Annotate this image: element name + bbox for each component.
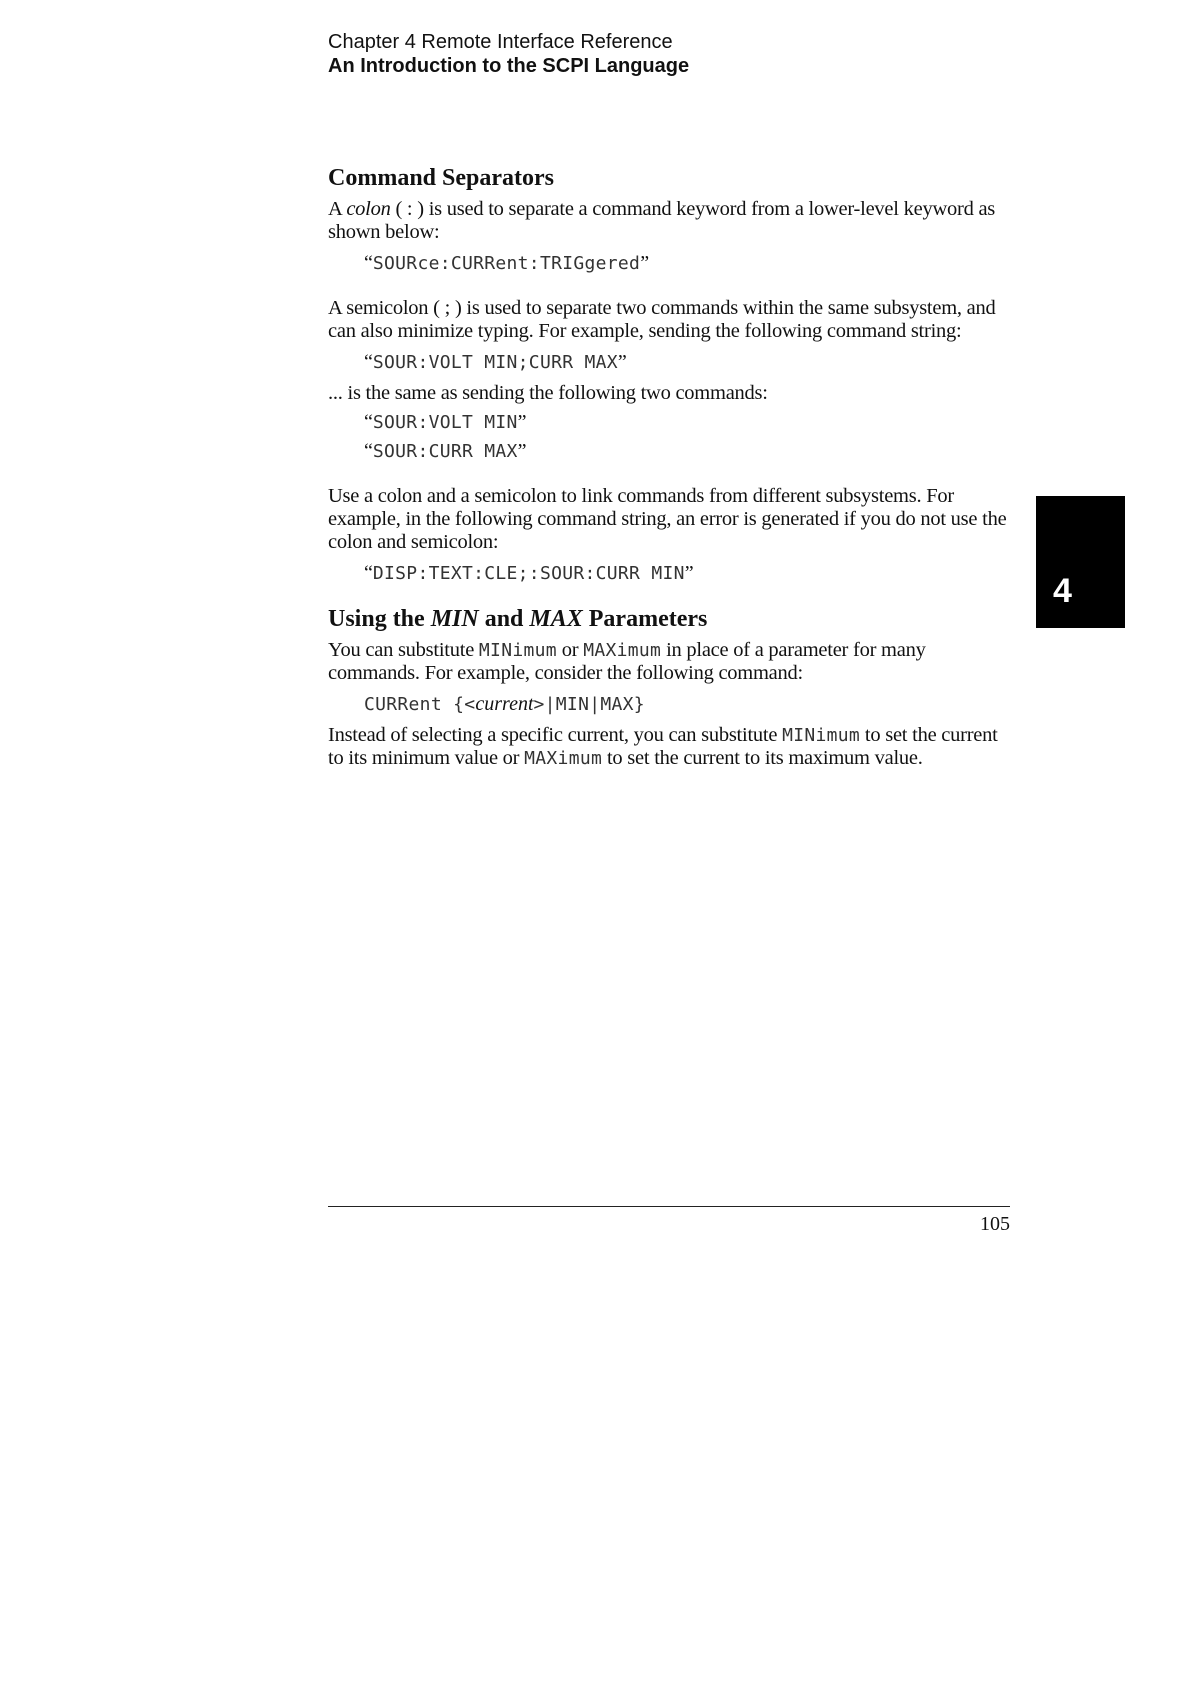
- running-head: [328, 30, 689, 78]
- code-example-disp: “DISP:TEXT:CLE;:SOUR:CURR MIN”: [364, 562, 694, 584]
- chapter-tab-number: 4: [1053, 572, 1072, 610]
- semicolon-paragraph: A semicolon ( ; ) is used to separate two commands within the same subsystem, and can also minimize typing. For example, sending the following command string:: [328, 297, 996, 342]
- section-title: An Introduction to the SCPI Language: [328, 55, 690, 77]
- chapter-title: Chapter 4 Remote Interface Reference: [328, 31, 673, 53]
- substitute-paragraph: You can substitute MINimum or MAXimum in place of a parameter for many commands. For example, consider the following command:: [328, 639, 926, 684]
- code-example-volt: “SOUR:VOLT MIN”: [364, 411, 527, 433]
- chapter-tab: [1036, 496, 1125, 628]
- instead-paragraph: Instead of selecting a specific current, you can substitute MINimum to set the current to its minimum value or MAXimum to set the current to its maximum value.: [328, 724, 998, 769]
- colon-term: colon: [346, 198, 391, 220]
- page-number: 105: [980, 1213, 1010, 1235]
- min-max-heading: Using the MIN and MAX Parameters: [328, 606, 708, 632]
- footer-rule: [328, 1206, 1010, 1207]
- colon-paragraph: A colon ( : ) is used to separate a command keyword from a lower-level keyword as shown below:: [328, 198, 996, 243]
- code-example-current: CURRent {<current>|MIN|MAX}: [364, 693, 645, 715]
- code-example-colon: “SOURce:CURRent:TRIGgered”: [364, 252, 650, 274]
- code-example-curr: “SOUR:CURR MAX”: [364, 440, 527, 462]
- same-as-paragraph: ... is the same as sending the following two commands:: [328, 382, 768, 404]
- command-separators-heading: Command Separators: [328, 165, 554, 191]
- link-subsystems-paragraph: Use a colon and a semicolon to link commands from different subsystems. For example, in the following command string, an error is generated if you do not use the colon and semicolon:: [328, 485, 1007, 553]
- page-content: [328, 164, 1010, 770]
- code-example-semicolon: “SOUR:VOLT MIN;CURR MAX”: [364, 351, 627, 373]
